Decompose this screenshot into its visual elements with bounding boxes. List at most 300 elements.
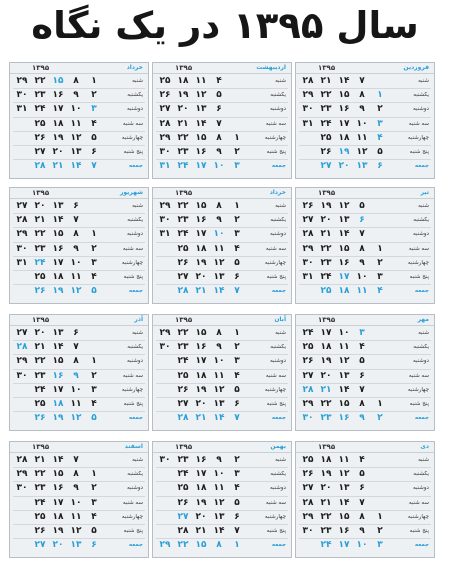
day-cell: ۱۸	[49, 510, 67, 524]
day-cell: ۱۶	[192, 214, 210, 228]
day-cell: ۲۴	[31, 256, 49, 270]
weekday-label: چهارشنبه	[246, 256, 288, 270]
day-cell: ۹	[353, 103, 371, 117]
week-row	[156, 383, 288, 397]
day-cell: ۱۱	[353, 131, 371, 145]
week-row	[13, 341, 145, 355]
day-cell: ۱۹	[317, 355, 335, 369]
month-name: فروردین	[403, 64, 429, 71]
weekday-label: دوشنبه	[246, 355, 288, 369]
weekday-label: سه شنبه	[246, 369, 288, 383]
day-cell	[13, 510, 31, 524]
day-cell	[13, 412, 31, 426]
day-cell	[13, 539, 31, 553]
day-cell: ۲۲	[174, 327, 192, 341]
day-cell: ۳	[85, 383, 103, 397]
day-cell: ۲۸	[299, 228, 317, 242]
day-cell: ۲۶	[31, 524, 49, 538]
day-cell: ۲۷	[156, 103, 174, 117]
day-cell: ۵	[228, 383, 246, 397]
day-cell: ۱۴	[49, 341, 67, 355]
day-cell: ۲۵	[299, 454, 317, 468]
weekday-label: سه شنبه	[389, 242, 431, 256]
day-cell	[85, 454, 103, 468]
day-cell: ۲۸	[13, 214, 31, 228]
month-calendar	[295, 314, 435, 431]
weekday-label: یکشنبه	[246, 468, 288, 482]
month-header	[10, 63, 148, 74]
weekday-label: دوشنبه	[246, 103, 288, 117]
day-cell	[228, 89, 246, 103]
day-cell: ۱۳	[70, 540, 82, 551]
day-cell: ۵	[371, 145, 389, 159]
year-label: ۱۳۹۵	[32, 189, 50, 197]
month-calendar	[9, 314, 149, 431]
weekday-label: دوشنبه	[389, 482, 431, 496]
month-calendar	[152, 441, 292, 558]
day-cell: ۲۸	[177, 286, 189, 297]
day-cell: ۲۸	[299, 496, 317, 510]
day-cell: ۲۶	[31, 131, 49, 145]
weekday-label: پنج شنبه	[103, 270, 145, 284]
month-days-table	[299, 75, 431, 173]
day-cell: ۳۰	[13, 482, 31, 496]
day-cell: ۲۸	[13, 454, 31, 468]
week-row	[156, 482, 288, 496]
day-cell: ۱	[85, 355, 103, 369]
week-row	[299, 285, 431, 299]
day-cell: ۱۶	[335, 103, 353, 117]
day-cell: ۲۲	[31, 355, 49, 369]
day-cell: ۲۸	[156, 117, 174, 131]
week-row	[13, 89, 145, 103]
day-cell: ۱۷	[335, 117, 353, 131]
month-days-table	[156, 200, 288, 298]
day-cell: ۱۴	[213, 286, 225, 297]
day-cell: ۳۰	[299, 103, 317, 117]
day-cell: ۲۲	[317, 89, 335, 103]
day-cell: ۱۰	[67, 383, 85, 397]
year-label: ۱۳۹۵	[32, 443, 50, 451]
day-cell: ۲۸	[13, 341, 31, 355]
week-row	[299, 89, 431, 103]
month-days-table	[156, 75, 288, 173]
day-cell: ۱۵	[195, 540, 207, 551]
day-cell: ۷	[234, 286, 240, 297]
month-calendar	[152, 187, 292, 304]
day-cell: ۴	[85, 510, 103, 524]
day-cell	[371, 454, 389, 468]
day-cell: ۱۵	[49, 228, 67, 242]
day-cell: ۴	[371, 131, 389, 145]
weekday-label: یکشنبه	[103, 89, 145, 103]
week-row	[13, 397, 145, 411]
weekday-label: یکشنبه	[103, 341, 145, 355]
week-row	[13, 242, 145, 256]
month-days-table	[13, 454, 145, 552]
week-row	[156, 285, 288, 299]
day-cell: ۹	[210, 145, 228, 159]
day-cell: ۱۱	[67, 510, 85, 524]
week-row	[156, 160, 288, 174]
weekday-label: سه شنبه	[246, 117, 288, 131]
day-cell: ۱۳	[49, 327, 67, 341]
weekday-label: جمعه	[271, 163, 286, 170]
week-row	[13, 285, 145, 299]
day-cell: ۱۸	[338, 286, 350, 297]
day-cell: ۲۶	[34, 413, 46, 424]
week-row	[299, 510, 431, 524]
month-header	[10, 442, 148, 453]
day-cell: ۱۴	[49, 214, 67, 228]
month-days-table	[156, 327, 288, 425]
day-cell: ۲۲	[31, 468, 49, 482]
day-cell: ۲۴	[174, 468, 192, 482]
day-cell: ۱۲	[70, 286, 82, 297]
day-cell: ۲۴	[320, 540, 332, 551]
day-cell: ۷	[353, 228, 371, 242]
week-row	[299, 355, 431, 369]
day-cell: ۳۰	[13, 89, 31, 103]
weekday-label: شنبه	[246, 454, 288, 468]
day-cell	[85, 200, 103, 214]
weekday-label: پنج شنبه	[246, 397, 288, 411]
week-row	[156, 355, 288, 369]
weekday-label: یکشنبه	[246, 341, 288, 355]
day-cell: ۲	[85, 482, 103, 496]
week-row	[299, 160, 431, 174]
day-cell: ۲۸	[299, 383, 317, 397]
day-cell: ۷	[91, 161, 97, 172]
day-cell: ۱۲	[210, 256, 228, 270]
day-cell: ۳	[371, 270, 389, 284]
weekday-label: دوشنبه	[103, 482, 145, 496]
day-cell	[371, 341, 389, 355]
day-cell: ۳	[228, 228, 246, 242]
month-days-table	[299, 327, 431, 425]
day-cell: ۱۲	[335, 468, 353, 482]
day-cell: ۳	[228, 355, 246, 369]
day-cell: ۱۱	[67, 397, 85, 411]
day-cell: ۲۴	[31, 103, 49, 117]
month-calendar	[152, 314, 292, 431]
week-row	[299, 103, 431, 117]
day-cell	[156, 383, 174, 397]
day-cell: ۵	[353, 355, 371, 369]
day-cell: ۹	[210, 341, 228, 355]
day-cell: ۵	[85, 131, 103, 145]
day-cell: ۶	[377, 161, 383, 172]
week-row	[156, 89, 288, 103]
day-cell: ۲۶	[156, 89, 174, 103]
day-cell: ۲۱	[31, 341, 49, 355]
day-cell: ۱۵	[192, 200, 210, 214]
day-cell: ۲۲	[317, 242, 335, 256]
day-cell: ۱	[228, 200, 246, 214]
weekday-label: چهارشنبه	[389, 131, 431, 145]
weekday-label: چهارشنبه	[389, 510, 431, 524]
day-cell: ۲	[85, 242, 103, 256]
day-cell	[156, 496, 174, 510]
day-cell: ۵	[228, 496, 246, 510]
day-cell: ۲۲	[174, 200, 192, 214]
day-cell: ۲۵	[31, 270, 49, 284]
day-cell: ۳	[377, 540, 383, 551]
day-cell: ۳	[371, 117, 389, 131]
day-cell: ۳	[353, 327, 371, 341]
day-cell: ۲	[228, 341, 246, 355]
week-row	[299, 214, 431, 228]
week-row	[299, 256, 431, 270]
day-cell: ۷	[67, 341, 85, 355]
week-row	[156, 454, 288, 468]
day-cell: ۲۷	[320, 161, 332, 172]
day-cell: ۱۲	[335, 355, 353, 369]
day-cell: ۱۹	[192, 383, 210, 397]
day-cell: ۴	[377, 286, 383, 297]
day-cell: ۲۹	[13, 355, 31, 369]
day-cell: ۲	[371, 524, 389, 538]
weekday-label: شنبه	[389, 454, 431, 468]
day-cell: ۱	[85, 228, 103, 242]
weekday-label: سه شنبه	[103, 369, 145, 383]
day-cell: ۳۰	[156, 341, 174, 355]
day-cell: ۲	[85, 89, 103, 103]
day-cell: ۹	[210, 214, 228, 228]
day-cell	[299, 145, 317, 159]
weekday-label: سه شنبه	[103, 496, 145, 510]
weekday-label: پنج شنبه	[246, 270, 288, 284]
day-cell	[156, 412, 174, 426]
year-label: ۱۳۹۵	[32, 316, 50, 324]
week-row	[156, 200, 288, 214]
day-cell: ۶	[228, 270, 246, 284]
week-row	[13, 412, 145, 426]
day-cell: ۱۳	[192, 103, 210, 117]
day-cell: ۲۴	[31, 496, 49, 510]
day-cell: ۱۴	[335, 75, 353, 89]
week-row	[13, 327, 145, 341]
day-cell: ۲۴	[177, 161, 189, 172]
day-cell: ۳۱	[299, 270, 317, 284]
week-row	[299, 270, 431, 284]
day-cell: ۲۰	[192, 397, 210, 411]
weekday-label: جمعه	[271, 288, 286, 295]
day-cell: ۱۷	[195, 161, 207, 172]
day-cell: ۳	[85, 103, 103, 117]
weekday-label: دوشنبه	[103, 228, 145, 242]
weekday-label: پنج شنبه	[389, 145, 431, 159]
day-cell: ۳۱	[156, 228, 174, 242]
day-cell: ۲۳	[31, 242, 49, 256]
day-cell	[156, 355, 174, 369]
month-name: مهر	[417, 316, 429, 323]
day-cell: ۱	[85, 75, 103, 89]
month-name: خرداد	[269, 189, 286, 196]
day-cell	[13, 117, 31, 131]
week-row	[299, 454, 431, 468]
weekday-label: سه شنبه	[246, 242, 288, 256]
year-label: ۱۳۹۵	[318, 443, 336, 451]
day-cell: ۲۵	[174, 369, 192, 383]
day-cell: ۱۳	[67, 145, 85, 159]
day-cell: ۱۶	[335, 256, 353, 270]
day-cell: ۵	[85, 524, 103, 538]
day-cell: ۱۷	[192, 355, 210, 369]
week-row	[299, 228, 431, 242]
month-days-table	[13, 200, 145, 298]
day-cell: ۷	[67, 214, 85, 228]
year-label: ۱۳۹۵	[175, 64, 193, 72]
day-cell: ۱۹	[52, 286, 64, 297]
day-cell: ۳۱	[159, 161, 171, 172]
day-cell: ۱۷	[49, 256, 67, 270]
day-cell: ۱۷	[49, 103, 67, 117]
day-cell: ۱۱	[67, 270, 85, 284]
weekday-label: شنبه	[389, 200, 431, 214]
weekday-label: دوشنبه	[389, 355, 431, 369]
week-row	[299, 75, 431, 89]
day-cell: ۱۶	[49, 369, 67, 383]
week-row	[156, 327, 288, 341]
week-row	[156, 270, 288, 284]
day-cell: ۲۴	[31, 383, 49, 397]
week-row	[156, 510, 288, 524]
day-cell: ۱۷	[49, 383, 67, 397]
day-cell	[156, 397, 174, 411]
day-cell: ۸	[210, 131, 228, 145]
day-cell: ۱۰	[67, 256, 85, 270]
day-cell: ۱۷	[338, 540, 350, 551]
day-cell: ۱۳	[335, 214, 353, 228]
day-cell: ۲۵	[317, 131, 335, 145]
day-cell: ۲۳	[320, 413, 332, 424]
day-cell: ۱۱	[210, 242, 228, 256]
week-row	[299, 200, 431, 214]
weekday-label: سه شنبه	[389, 496, 431, 510]
day-cell: ۲۷	[13, 200, 31, 214]
month-header	[10, 315, 148, 326]
weekday-label: پنج شنبه	[389, 397, 431, 411]
weekday-label: چهارشنبه	[389, 256, 431, 270]
weekday-label: پنج شنبه	[246, 524, 288, 538]
day-cell: ۱۲	[192, 89, 210, 103]
day-cell: ۳۰	[299, 256, 317, 270]
day-cell: ۲۱	[317, 496, 335, 510]
month-days-table	[156, 454, 288, 552]
day-cell: ۲۴	[317, 270, 335, 284]
day-cell: ۲۴	[299, 327, 317, 341]
day-cell: ۳۰	[156, 145, 174, 159]
day-cell: ۸	[353, 397, 371, 411]
day-cell: ۱۵	[49, 468, 67, 482]
week-row	[13, 117, 145, 131]
day-cell: ۲۷	[174, 270, 192, 284]
day-cell	[13, 160, 31, 174]
month-header	[10, 188, 148, 199]
week-row	[13, 228, 145, 242]
day-cell: ۲۷	[174, 397, 192, 411]
week-row	[156, 214, 288, 228]
week-row	[156, 117, 288, 131]
day-cell: ۸	[67, 355, 85, 369]
day-cell: ۲۲	[174, 131, 192, 145]
weekday-label: شنبه	[246, 327, 288, 341]
day-cell: ۲۱	[192, 524, 210, 538]
week-row	[156, 103, 288, 117]
day-cell: ۸	[216, 540, 222, 551]
day-cell: ۱۴	[210, 524, 228, 538]
day-cell: ۲۱	[31, 454, 49, 468]
month-name: اسفند	[124, 443, 143, 450]
weekday-label: شنبه	[389, 75, 431, 89]
day-cell: ۸	[67, 228, 85, 242]
day-cell: ۱۵	[335, 89, 353, 103]
month-days-table	[13, 75, 145, 173]
day-cell: ۲	[377, 413, 383, 424]
day-cell: ۱۳	[210, 397, 228, 411]
week-row	[299, 242, 431, 256]
day-cell: ۱۴	[213, 413, 225, 424]
day-cell: ۶	[228, 510, 246, 524]
day-cell: ۳۱	[13, 256, 31, 270]
day-cell	[371, 355, 389, 369]
month-calendar	[295, 187, 435, 304]
day-cell: ۲۹	[299, 89, 317, 103]
day-cell: ۲۵	[156, 75, 174, 89]
week-row	[13, 145, 145, 159]
weekday-label: جمعه	[414, 288, 429, 295]
week-row	[13, 524, 145, 538]
day-cell	[156, 369, 174, 383]
day-cell: ۱۳	[210, 270, 228, 284]
day-cell: ۲۶	[317, 145, 335, 159]
month-days-table	[13, 327, 145, 425]
day-cell: ۱	[371, 89, 389, 103]
day-cell	[156, 270, 174, 284]
day-cell: ۲۰	[174, 103, 192, 117]
month-name: آبان	[274, 316, 286, 323]
day-cell: ۱۸	[49, 397, 67, 411]
day-cell: ۵	[228, 256, 246, 270]
day-cell: ۲۳	[174, 214, 192, 228]
month-header	[296, 63, 434, 74]
day-cell: ۱۶	[335, 524, 353, 538]
day-cell: ۱۹	[317, 468, 335, 482]
day-cell: ۱۰	[210, 228, 228, 242]
day-cell: ۲۸	[174, 524, 192, 538]
year-label: ۱۳۹۵	[175, 443, 193, 451]
day-cell	[228, 75, 246, 89]
day-cell: ۸	[67, 75, 85, 89]
day-cell: ۲۷	[299, 369, 317, 383]
week-row	[299, 539, 431, 553]
day-cell: ۲۹	[156, 131, 174, 145]
day-cell: ۲۰	[317, 369, 335, 383]
day-cell	[85, 327, 103, 341]
day-cell: ۲۱	[195, 413, 207, 424]
day-cell: ۱۶	[49, 89, 67, 103]
day-cell: ۳۰	[156, 214, 174, 228]
day-cell: ۳۰	[302, 413, 314, 424]
weekday-label: شنبه	[103, 327, 145, 341]
weekday-label: شنبه	[103, 75, 145, 89]
weekday-label: پنج شنبه	[103, 524, 145, 538]
day-cell: ۴	[85, 397, 103, 411]
week-row	[13, 510, 145, 524]
day-cell: ۲۹	[13, 468, 31, 482]
day-cell: ۱۴	[49, 454, 67, 468]
